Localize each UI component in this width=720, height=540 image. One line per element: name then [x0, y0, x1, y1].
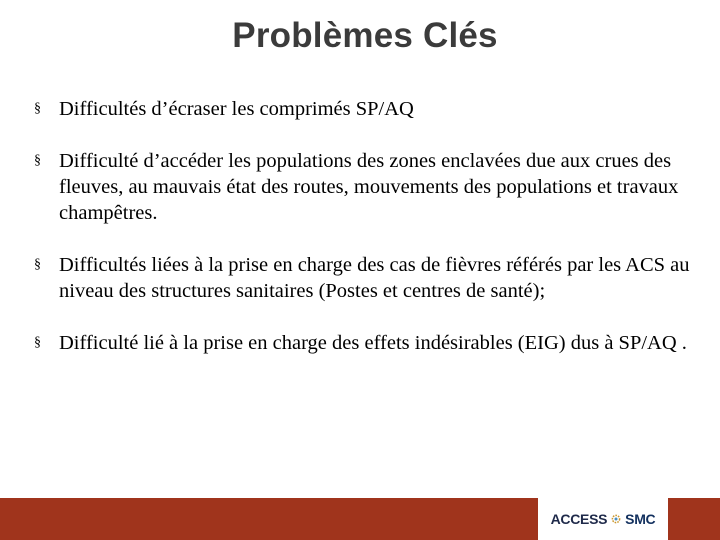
- gear-icon: [610, 513, 622, 525]
- bullet-item: [34, 148, 694, 226]
- bullet-item: [34, 252, 694, 304]
- bullet-item: [34, 330, 694, 356]
- logo-word-access: ACCESS: [550, 511, 608, 527]
- bullet-marker: §: [34, 257, 41, 272]
- bullet-marker: §: [34, 153, 41, 168]
- bullet-item: [34, 96, 694, 122]
- bullet-marker: §: [34, 335, 41, 350]
- logo-text: [551, 511, 656, 527]
- logo-word-smc: SMC: [625, 511, 656, 527]
- bullet-text: Difficultés liées à la prise en charge des cas de fièvres référés par les ACS au niveau des structures sanitaires (Postes et centres de santé);: [59, 254, 690, 302]
- bullet-text: Difficulté d’accéder les populations des zones enclavées due aux crues des fleuves, au mauvais état des routes, mouvements des populations et travaux champêtres.: [59, 150, 679, 224]
- bullet-list: [34, 96, 694, 382]
- slide-title: Problèmes Clés: [232, 16, 498, 55]
- access-smc-logo: [538, 498, 668, 540]
- bullet-marker: §: [34, 101, 41, 116]
- bullet-text: Difficultés d’écraser les comprimés SP/AQ: [59, 98, 414, 120]
- bullet-text: Difficulté lié à la prise en charge des effets indésirables (EIG) dus à SP/AQ .: [59, 332, 687, 354]
